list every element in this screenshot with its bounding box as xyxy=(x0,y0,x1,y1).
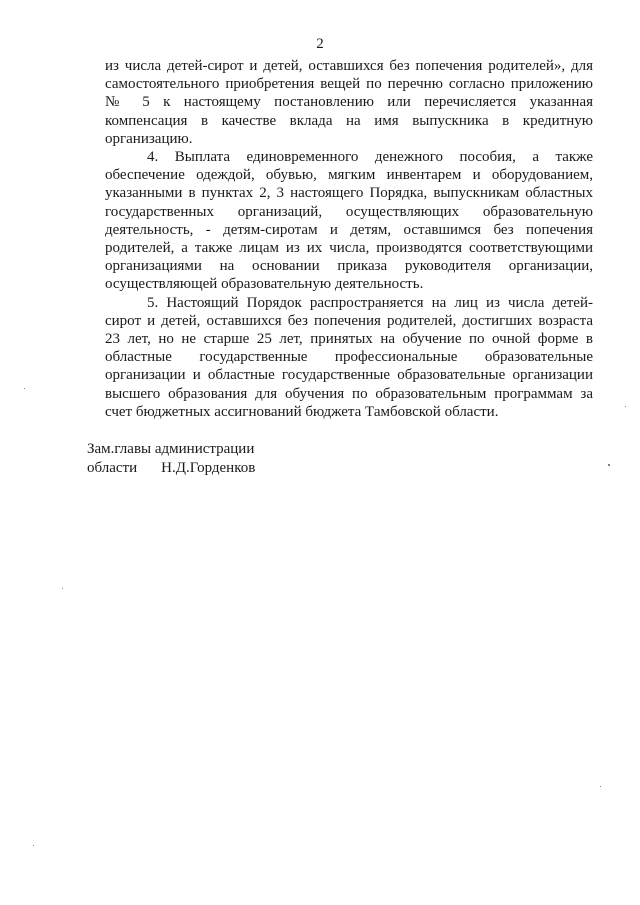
scan-speck xyxy=(625,406,626,407)
document-body xyxy=(105,57,593,421)
scan-speck xyxy=(33,845,34,846)
scan-speck xyxy=(600,786,601,787)
scan-speck xyxy=(62,588,63,589)
paragraph-continuation: из числа детей-сирот и детей, оставшихся без попечения родителей», для самостоятельного приобретения вещей по перечню согласно приложению № 5 к настоящему постановлению или перечисляется указанная компенсация в качестве вклада на имя выпускника в кредитную организацию. xyxy=(105,58,593,147)
signer-name: Н.Д.Горденков xyxy=(161,460,256,476)
page-number: 2 xyxy=(316,36,324,52)
signer-line xyxy=(87,459,255,478)
scan-speck xyxy=(24,388,25,389)
signer-position: Зам.главы администрации xyxy=(87,441,255,457)
paragraph-4: 4. Выплата единовременного денежного пособия, а также обеспечение одеждой, обувью, мягким инвентарем и оборудованием, указанными в пунктах 2, 3 настоящего Порядка, выпускникам областных государственных организаций, осуществляющих образовательную деятельность, - детям-сиротам и детям, оставшимся без попечения родителей, а также лицам из их числа, производятся соответствующими организациями на основании приказа руководителя организации, осуществляющей образовательную деятельность. xyxy=(105,149,593,293)
scan-speck xyxy=(608,464,610,466)
signature-block xyxy=(87,440,255,478)
paragraph-5: 5. Настоящий Порядок распространяется на лиц из числа детей-сирот и детей, оставшихся без попечения родителей, достигших возраста 23 лет, но не старше 25 лет, принятых на обучение по очной форме в областные государственные профессиональные образовательные организации и областные государственные образовательные организации высшего образования для обучения по образовательным программам за счет бюджетных ассигнований бюджета Тамбовской области. xyxy=(105,294,593,420)
signer-region: области xyxy=(87,460,138,476)
